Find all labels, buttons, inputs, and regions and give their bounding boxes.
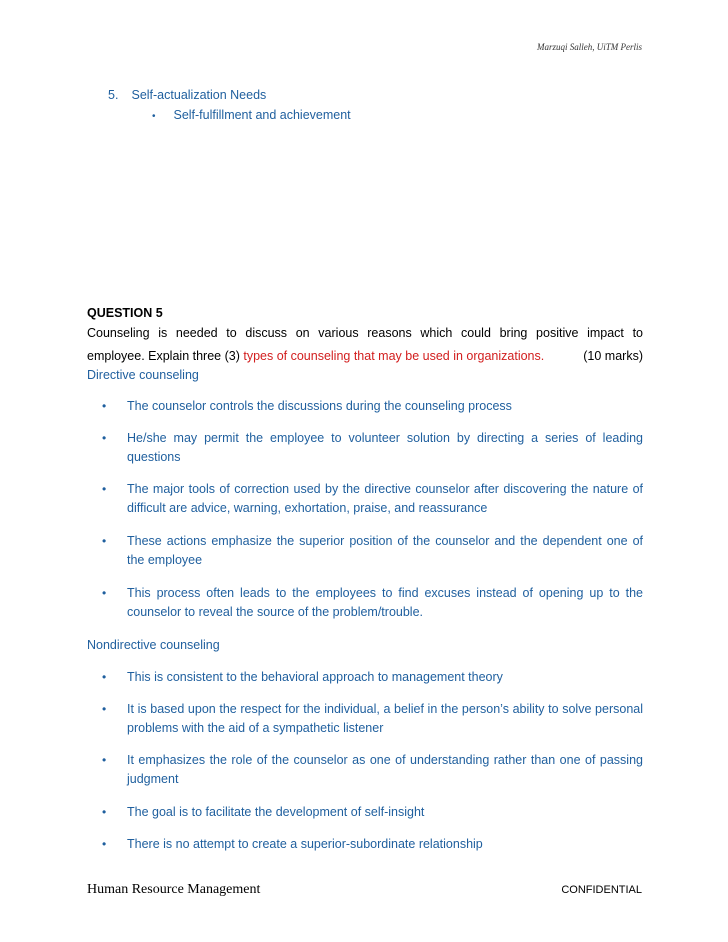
bullet-icon: • xyxy=(102,670,107,684)
list-item-text: There is no attempt to create a superior-subordinate relationship xyxy=(127,837,483,851)
list-item xyxy=(102,751,643,789)
bullet-icon: • xyxy=(102,837,107,851)
list-item xyxy=(102,480,643,518)
section-5-title: Self-actualization Needs xyxy=(131,88,267,102)
nondirective-heading: Nondirective counseling xyxy=(87,638,220,652)
bullet-icon: • xyxy=(102,431,107,445)
bullet-icon: • xyxy=(102,805,107,819)
directive-heading: Directive counseling xyxy=(87,368,199,382)
list-item xyxy=(102,397,643,416)
list-item-text: This is consistent to the behavioral approach to management theory xyxy=(127,670,503,684)
list-item-text: The counselor controls the discussions during the counseling process xyxy=(127,399,512,413)
list-item-text: The goal is to facilitate the development of self-insight xyxy=(127,805,425,819)
list-item xyxy=(102,803,643,822)
list-item-text: It emphasizes the role of the counselor as one of understanding rather than one of passing judgment xyxy=(127,753,643,786)
list-item xyxy=(102,584,643,622)
bullet-icon: • xyxy=(102,702,107,716)
question-body-line2 xyxy=(87,347,643,366)
question-body-text: employee. Explain three (3) xyxy=(87,349,244,363)
list-item-text: These actions emphasize the superior position of the counselor and the dependent one of the employee xyxy=(127,534,643,567)
bullet-icon: • xyxy=(102,534,107,548)
list-item xyxy=(102,532,643,570)
footer-course-title: Human Resource Management xyxy=(87,882,261,897)
list-item xyxy=(102,700,643,738)
bullet-icon: • xyxy=(152,111,156,122)
list-item xyxy=(102,429,643,467)
footer-confidential: CONFIDENTIAL xyxy=(561,884,642,896)
section-5-bullet-text: Self-fulfillment and achievement xyxy=(173,108,351,122)
list-item-text: He/she may permit the employee to volunteer solution by directing a series of leading questions xyxy=(127,431,643,464)
list-item xyxy=(102,668,643,687)
section-5-heading xyxy=(108,86,266,105)
page-header-author: Marzuqi Salleh, UiTM Perlis xyxy=(537,42,642,52)
question-body-line1: Counseling is needed to discuss on various reasons which could bring positive impact to xyxy=(87,326,643,340)
section-5-subitem xyxy=(152,106,351,126)
list-item-text: The major tools of correction used by the directive counselor after discovering the nature of difficult are advice, warning, exhortation, praise, and reassurance xyxy=(127,482,643,515)
bullet-icon: • xyxy=(102,753,107,767)
bullet-icon: • xyxy=(102,482,107,496)
question-marks: (10 marks) xyxy=(583,349,643,363)
question-title: QUESTION 5 xyxy=(87,306,163,320)
section-5-number: 5. xyxy=(108,88,119,102)
list-item xyxy=(102,835,643,854)
question-highlight: types of counseling that may be used in organizations. xyxy=(243,349,545,363)
list-item-text: It is based upon the respect for the individual, a belief in the person’s ability to solve personal problems with the aid of a sympathetic listener xyxy=(127,702,643,735)
list-item-text: This process often leads to the employees to find excuses instead of opening up to the counselor to reveal the source of the problem/trouble. xyxy=(127,586,643,619)
bullet-icon: • xyxy=(102,586,107,600)
bullet-icon: • xyxy=(102,399,107,413)
